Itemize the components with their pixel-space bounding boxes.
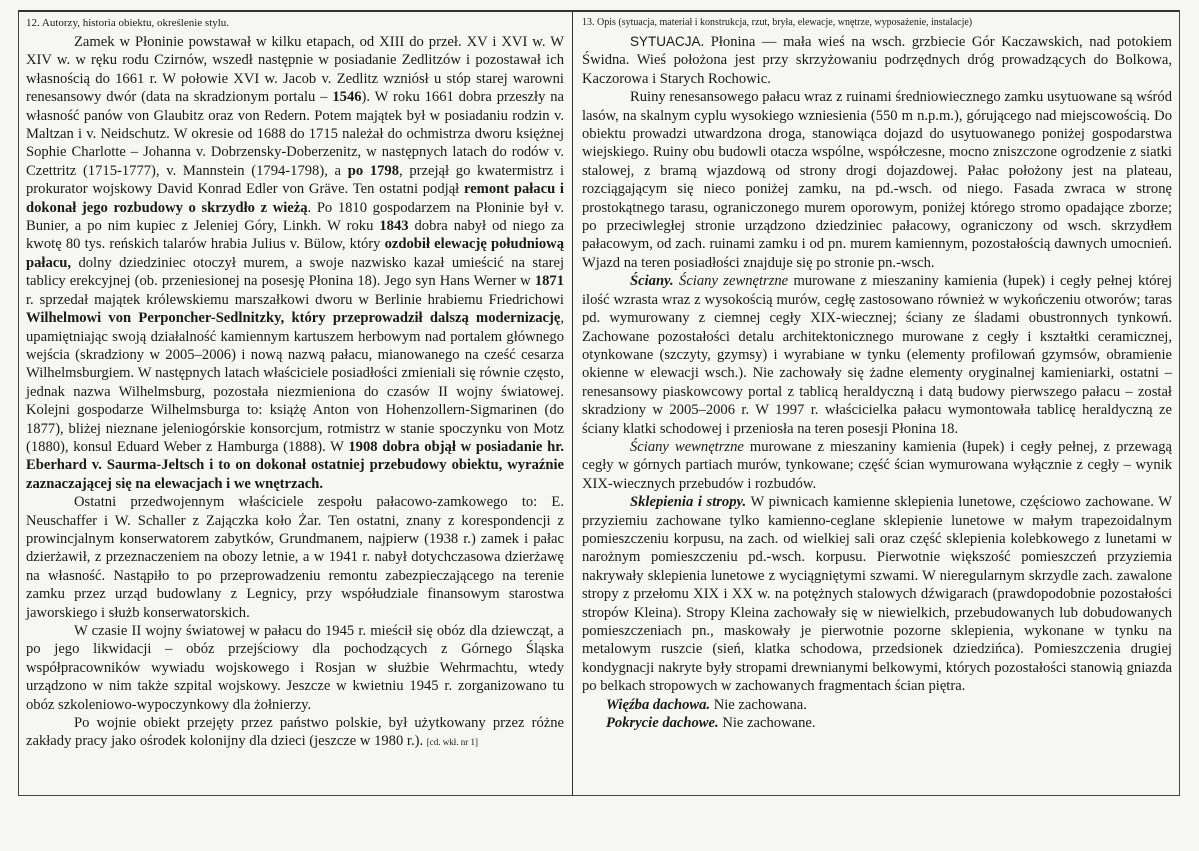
emphasis-text: Ściany. xyxy=(630,273,674,290)
text-run: SYTUACJA xyxy=(630,34,701,49)
text-run: ). W roku 1661 dobra przeszły na własność panów von Glaubitz oraz von Redern. Potem majątek był w posiadaniu rodzin v. Maltzan i v. Neidschutz. W okresie od 1688 do 1715 należał do ochmistrza dworu księżnej Sophie Charlotte – Johanna v. Dobrzensky-Doberzenitz, w następnych latach do rodów v. Czettritz (1715-1777), v. Mannstein (1794-1798), a xyxy=(26,89,564,179)
text-run: Ściany wewnętrzne xyxy=(630,438,744,455)
text-run: W piwnicach kamienne sklepienia lunetowe, częściowo zachowane. W przyziemiu zachowane tylko kamienno-ceglane sklepienie lunetowe w małym trapezoidalnym pomieszczeniu korpusu, na zach. od wielkiej sali oraz część sklepienia kolebkowego z lunetami w narożnym pomieszczeniu pd.-wsch. korpusu. Pierwotnie większość pomieszczeń przyziemia nakrywały sklepienia lunetowe z wyciągniętymi szwami. W nieregularnym skrzydle zach. zawalone stropy z przełomu XIX i XX w. na potężnych stalowych dźwigarach (prawdopodobnie pozostałości stropów Kleina). Stropy Kleina zachowały się w niewielkich, przebudowanych lub dobudowanych pomieszczeniach pn., maskowały je pierwotnie pozorne sklepienia, wykonane w tynku na metalowym ruszcie (sień, klatka schodowa, przedsionek dziedzińca). Pomieszczenia drugiej kondygnacji nakryte były stropami drewnianymi belkowymi, których pozostałości stanowią gniazda po belkach stropowych w zachowanych fragmentach ścian piętra. xyxy=(582,494,1172,695)
text-run: , przejął go kwatermistrz i prokurator wojskowy David Konrad Edler von Gräve. Ten ostatni podjął xyxy=(26,162,564,198)
section-heading: 13. Opis (sytuacja, materiał i konstrukcja, rzut, bryła, elewacje, wnętrze, wyposażenie, instalacje) xyxy=(582,17,973,28)
text-run: dolny dziedziniec otoczył murem, a swoje nazwisko kazał umieścić na starej tablicy erekcyjnej (ob. przeniesionej na posesję Płonina 18). Jego syn Hans Werner w xyxy=(26,254,564,290)
emphasis-text: Wilhelmowi von Perponcher-Sedlnitzky, który przeprowadził dalszą modernizację xyxy=(26,310,561,327)
column-divider xyxy=(572,10,573,796)
emphasis-text: Więźba dachowa. xyxy=(606,696,711,713)
emphasis-text: 1908 dobra objął w posiadanie hr. Eberhard v. Saurma-Jeltsch i to on dokonał ostatniej przebudowy obiektu, wyraźnie zaznaczającej się na elewacjach i we wnętrzach. xyxy=(26,438,564,492)
continuation-note: [cd. wkł. nr 1] xyxy=(426,737,479,748)
text-run: W czasie II wojny światowej w pałacu do 1945 r. mieścił się obóz dla dziewcząt, a po jego likwidacji – obóz przejściowy dla pochodzących z Górnego Śląska współpracowników wywiadu wojskowego i Rosjan w służbie Wehrmachtu, wtedy urządzono w nim także szpital wojskowy. Jeszcze w kwietniu 1945 r. zorganizowano tu obóz szkoleniowo-wypoczynkowy dla żołnierzy. xyxy=(26,623,564,713)
paragraph xyxy=(582,438,1172,493)
paragraph xyxy=(582,714,1172,732)
text-run: murowane z mieszaniny kamienia (łupek) i cegły pełnej której ilość wzrasta wraz z wysokością murów, cegłę zastosowano również w wykończeniu otworów; taras pd. wymurowany z ciemnej cegły XIX-wiecznej; ściany ze śladami obustronnych tynkowń. Zachowane pozostałości detalu architektonicznego murowane z cegły i kształtki ceramicznej, otynkowane (szczyty, gzymsy) i wyrabiane w tynku (elementy profilowań gzymsów, obramienie okienne w elewacji wsch.). Nie zachowały się żadne elementy oryginalnej kamieniarki, ostatni – renesansowy piaskowcowy portal z tablicą heraldyczną i datą budowy pierwszego pałacu – został skradziony w 2005–2006 r. W 1997 r. właścicielka pałacu wymontowała tablicę heraldyczną ze ściany klatki schodowej i przeniosła na teren posesji Płonina 18. xyxy=(582,273,1172,437)
text-run: Po wojnie obiekt przejęty przez państwo polskie, był użytkowany przez różne zakłady pracy jako ośrodek kolonijny dla dzieci (jeszcze w 1980 r.). xyxy=(26,715,564,750)
paragraph xyxy=(582,33,1172,88)
text-run: , upamiętniając swoją działalność kamiennym kartuszem herbowym nad portalem głównego wejścia (skradziony w 2005–2006) i nową nazwą pałacu, mianowanego na cześć cesarza Wilhelmsburgiem. W następnych latach właściciele posiadłości zmieniali się równie często, jednak nazwa Wilhelmsburg, pozostała niezmieniona do czasów II wojny światowej. Kolejni gospodarze Wilhelmsburga to: książę Anton von Hohenzollern-Sigmarinen (do 1877), bliżej nieznane jeleniogórskie konsorcjum, rotmistrz w stanie spoczynku von Motz (1880), konsul Eduard Weber z Hamburga (1888). W xyxy=(26,310,564,455)
text-run: . Po 1810 gospodarzem na Płoninie był v. Bunier, a po nim kupiec z Jeleniej Góry, Linkh. W roku xyxy=(26,199,564,235)
section-heading: 12. Autorzy, historia obiektu, określenie stylu. xyxy=(26,17,230,29)
paragraph xyxy=(582,493,1172,695)
emphasis-text: 1871 xyxy=(534,273,564,290)
paragraph xyxy=(26,714,564,752)
paragraph xyxy=(582,696,1172,714)
paragraph xyxy=(26,33,564,493)
paragraph xyxy=(582,272,1172,438)
text-run: Nie zachowane. xyxy=(718,715,816,732)
section-body xyxy=(26,33,564,752)
text-run: Nie zachowana. xyxy=(710,696,807,713)
text-run: Ściany zewnętrzne xyxy=(679,273,789,290)
emphasis-text: Pokrycie dachowe. xyxy=(606,715,719,732)
text-run: dobra nabył od niego za kwotę 80 tys. reńskich talarów hrabia Julius v. Bülow, który xyxy=(26,218,564,253)
emphasis-text: ozdobił elewację południową pałacu, xyxy=(26,236,564,271)
paragraph xyxy=(26,622,564,714)
text-run: r. sprzedał majątek królewskiemu marszałkowi dworu w Berlinie hrabiemu Friedrichowi xyxy=(26,291,564,308)
text-run: Ostatni przedwojennym właściciele zespołu pałacowo-zamkowego to: E. Neuschaffer i W. Schaller z Zajączka koło Żar. Ten ostatni, znany z korespondencji z prowincjalnym konserwatorem zabytków, Grundmanem, najpierw (1938 r.) zamek i pałac dzierżawił, z przeznaczeniem na obozy letnie, a w 1941 r. nabył dotychczasowa dzierżawę na własność. Nastąpiło to po przeprowadzeniu remontu zabezpieczającego na terenie zamku przez urząd budowlany z Legnicy, przy współudziale finansowym starostwa jaworskiego i służb konserwatorskich. xyxy=(26,494,564,621)
emphasis-text: Sklepienia i stropy. xyxy=(630,494,747,511)
text-run: murowane z mieszaniny kamienia (łupek) i cegły pełnej, z przewagą cegły w górnych partiach murów, tynkowane; część ścian wymurowana wyłącznie z cegły – wynik XIX-wiecznych przebudów i rozbudów. xyxy=(582,438,1172,492)
emphasis-text: 1546 xyxy=(332,89,362,106)
emphasis-text: 1843 xyxy=(379,218,409,235)
section-13-description xyxy=(576,14,1178,732)
text-run: . Płonina — mała wieś na wsch. grzbiecie Gór Kaczawskich, nad potokiem Świdna. Wieś położona jest przy skrzyżowaniu podrzędnych dróg prowadzących do Bolkowa, Kaczorowa i Starych Rochowic. xyxy=(582,34,1172,87)
section-12-history xyxy=(22,14,570,752)
emphasis-text: po 1798 xyxy=(347,162,400,179)
section-body xyxy=(582,33,1172,732)
text-run: Zamek w Płoninie powstawał w kilku etapach, od XIII do przeł. XV i XVI w. W XIV w. w ręku rodu Czirnów, wszedł następnie w posiadanie Zedlitzów i pozostawał ich własnością do 1661 r. W połowie XVI w. Jacob v. Zedlitz wzniósł u stóp starej warowni renesansowy dwór (data na skradzionym portalu – xyxy=(26,34,564,106)
text-run: Ruiny renesansowego pałacu wraz z ruinami średniowiecznego zamku usytuowane są wśród lasów, na skalnym cyplu wysokiego wzniesienia (550 m n.p.m.), górującego nad miejscowością. Do obiektu prowadzi utwardzona droga, stanowiąca dojazd do usytuowanego poniżej gospodarstwa wiejskiego. Ruiny obu budowli otacza wspólne, współczesne, mocno zniszczone ogrodzenie z siatki stalowej, z bramą wjazdową od strony drogi dojazdowej. Pałac położony jest na plateau, rozciągającym się nieco poniżej zamku, na pd.-wsch. od niego. Fasada zwraca w stronę prostokątnego tarasu, ograniczonego murem oporowym, poniżej którego stromo opadające zborze; po przeciwległej stronie urządzono dziedziniec pałacowy, ograniczony od wsch. skrzydłem pałacowym, od zach. ruinami zamku i od pn. murem kamiennym, pozostałością dawnych umocnień. Wjazd na teren posiadłości znajduje się po stronie pn.-wsch. xyxy=(582,89,1172,271)
paragraph xyxy=(582,88,1172,272)
paragraph xyxy=(26,493,564,622)
emphasis-text: remont pałacu i dokonał jego rozbudowy o skrzydło z wieżą xyxy=(26,181,564,216)
